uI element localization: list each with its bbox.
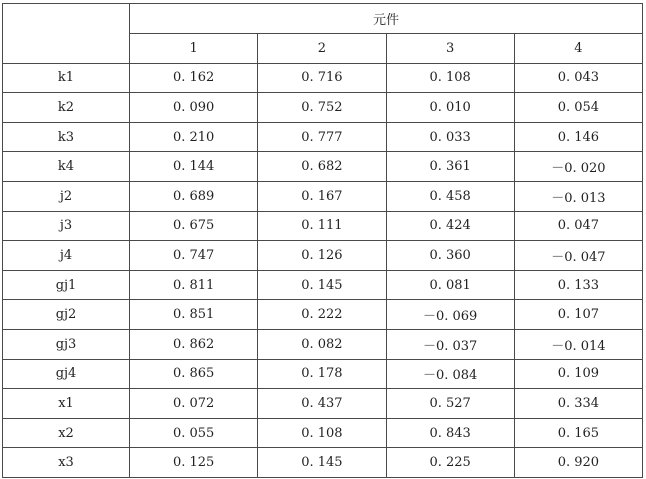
cell-component-2: 0. 167 [258,181,386,211]
cell-component-4: －0. 014 [514,329,642,359]
cell-component-4: －0. 047 [514,241,642,271]
row-label: x1 [3,389,130,419]
table-row [3,181,643,211]
cell-component-3: 0. 081 [386,270,514,300]
cell-component-3: 0. 360 [386,241,514,271]
table-row [3,389,643,419]
component-header-3: 3 [386,34,514,64]
table-row [3,448,643,478]
cell-component-1: 0. 144 [130,152,258,182]
row-label: k3 [3,122,130,152]
row-label: k1 [3,63,130,93]
cell-component-4: －0. 013 [514,181,642,211]
cell-component-3: 0. 527 [386,389,514,419]
cell-component-1: 0. 210 [130,122,258,152]
cell-component-2: 0. 222 [258,300,386,330]
cell-component-1: 0. 162 [130,63,258,93]
cell-component-3: －0. 069 [386,300,514,330]
cell-component-1: 0. 675 [130,211,258,241]
cell-component-2: 0. 777 [258,122,386,152]
cell-component-3: 0. 225 [386,448,514,478]
cell-component-2: 0. 108 [258,418,386,448]
cell-component-4: 0. 047 [514,211,642,241]
cell-component-4: 0. 054 [514,93,642,123]
cell-component-4: 0. 920 [514,448,642,478]
cell-component-3: 0. 424 [386,211,514,241]
row-label: j2 [3,181,130,211]
row-label: x3 [3,448,130,478]
component-matrix [2,3,642,478]
cell-component-4: 0. 043 [514,63,642,93]
row-label: gj1 [3,270,130,300]
cell-component-4: 0. 334 [514,389,642,419]
cell-component-4: －0. 020 [514,152,642,182]
cell-component-2: 0. 145 [258,448,386,478]
cell-component-1: 0. 747 [130,241,258,271]
header-row-group [3,4,643,34]
cell-component-4: 0. 146 [514,122,642,152]
table-row [3,152,643,182]
table-row [3,359,643,389]
cell-component-1: 0. 125 [130,448,258,478]
cell-component-3: 0. 010 [386,93,514,123]
cell-component-1: 0. 090 [130,93,258,123]
cell-component-1: 0. 865 [130,359,258,389]
table-row [3,329,643,359]
cell-component-1: 0. 862 [130,329,258,359]
cell-component-4: 0. 109 [514,359,642,389]
table-row [3,93,643,123]
component-header-1: 1 [130,34,258,64]
table-row [3,418,643,448]
cell-component-2: 0. 126 [258,241,386,271]
cell-component-4: 0. 107 [514,300,642,330]
table-row [3,300,643,330]
cell-component-4: 0. 133 [514,270,642,300]
cell-component-2: 0. 145 [258,270,386,300]
cell-component-3: 0. 108 [386,63,514,93]
cell-component-2: 0. 082 [258,329,386,359]
table-row [3,241,643,271]
component-header-4: 4 [514,34,642,64]
cell-component-2: 0. 437 [258,389,386,419]
table-body [3,63,643,477]
row-label: gj2 [3,300,130,330]
cell-component-2: 0. 716 [258,63,386,93]
cell-component-3: 0. 458 [386,181,514,211]
corner-cell [3,4,130,64]
row-label: j3 [3,211,130,241]
table-row [3,122,643,152]
row-label: k2 [3,93,130,123]
component-table [2,3,643,478]
row-label: j4 [3,241,130,271]
table-row [3,270,643,300]
row-label: k4 [3,152,130,182]
row-label: x2 [3,418,130,448]
cell-component-1: 0. 811 [130,270,258,300]
cell-component-2: 0. 682 [258,152,386,182]
cell-component-3: 0. 361 [386,152,514,182]
cell-component-1: 0. 072 [130,389,258,419]
component-header-2: 2 [258,34,386,64]
cell-component-1: 0. 851 [130,300,258,330]
cell-component-3: 0. 033 [386,122,514,152]
row-label: gj4 [3,359,130,389]
cell-component-2: 0. 111 [258,211,386,241]
cell-component-3: 0. 843 [386,418,514,448]
table-row [3,63,643,93]
component-group-header: 元件 [130,4,643,34]
cell-component-3: －0. 037 [386,329,514,359]
cell-component-2: 0. 752 [258,93,386,123]
table-row [3,211,643,241]
cell-component-1: 0. 055 [130,418,258,448]
cell-component-1: 0. 689 [130,181,258,211]
cell-component-4: 0. 165 [514,418,642,448]
cell-component-3: －0. 084 [386,359,514,389]
cell-component-2: 0. 178 [258,359,386,389]
row-label: gj3 [3,329,130,359]
